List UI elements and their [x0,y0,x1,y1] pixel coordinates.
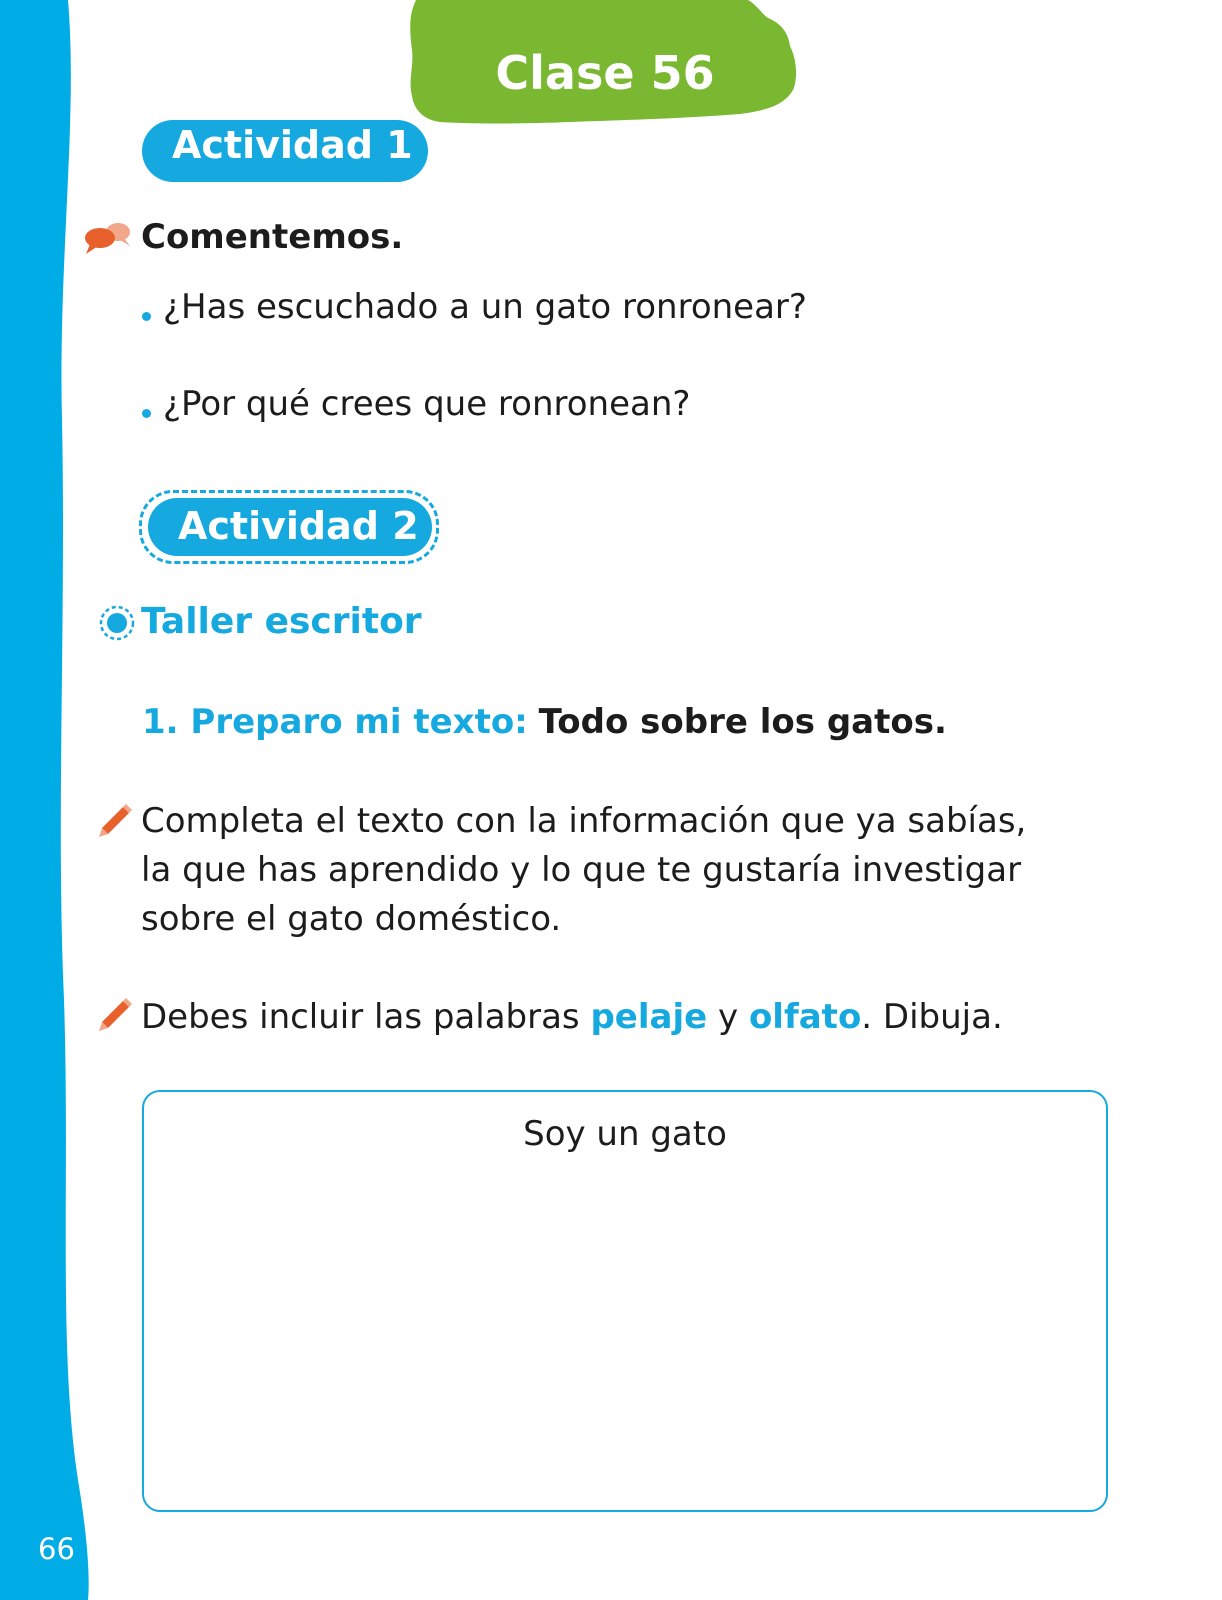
instruction-line: la que has aprendido y lo que te gustaría investigar [141,850,1022,890]
page-title: Clase 56 [495,46,715,100]
instruction-line: Completa el texto con la información que ya sabías, [141,801,1027,841]
instruction-2-after: . Dibuja. [861,997,1003,1037]
question-item: ¿Por qué crees que ronronean? [163,384,691,424]
sun-badge-icon [98,604,136,642]
activity-1-label: Actividad 1 [172,123,413,167]
step-heading [142,702,947,742]
step-value: Todo sobre los gatos. [538,702,947,742]
activity-2-label: Actividad 2 [178,504,419,548]
instruction-line: sobre el gato doméstico. [141,899,562,939]
instruction-2-before: Debes incluir las palabras [141,997,591,1037]
keyword-olfato: olfato [748,997,862,1037]
writing-box-title: Soy un gato [523,1114,727,1154]
keyword-pelaje: pelaje [590,997,708,1037]
question-item: ¿Has escuchado a un gato ronronear? [163,287,807,327]
section-title: Taller escritor [141,601,422,642]
page-number: 66 [38,1532,75,1566]
instruction-2-middle: y [707,997,749,1037]
pencil-icon [96,800,134,838]
step-label: 1. Preparo mi texto: [142,702,528,742]
bullet-dot [142,312,151,321]
writing-box[interactable] [142,1090,1108,1512]
bullet-dot [142,409,151,418]
instruction-2 [141,997,1003,1037]
activity-1-prompt: Comentemos. [141,217,404,257]
pencil-icon [96,994,134,1032]
speech-bubbles-icon [84,222,132,256]
instruction-1 [141,797,1026,944]
